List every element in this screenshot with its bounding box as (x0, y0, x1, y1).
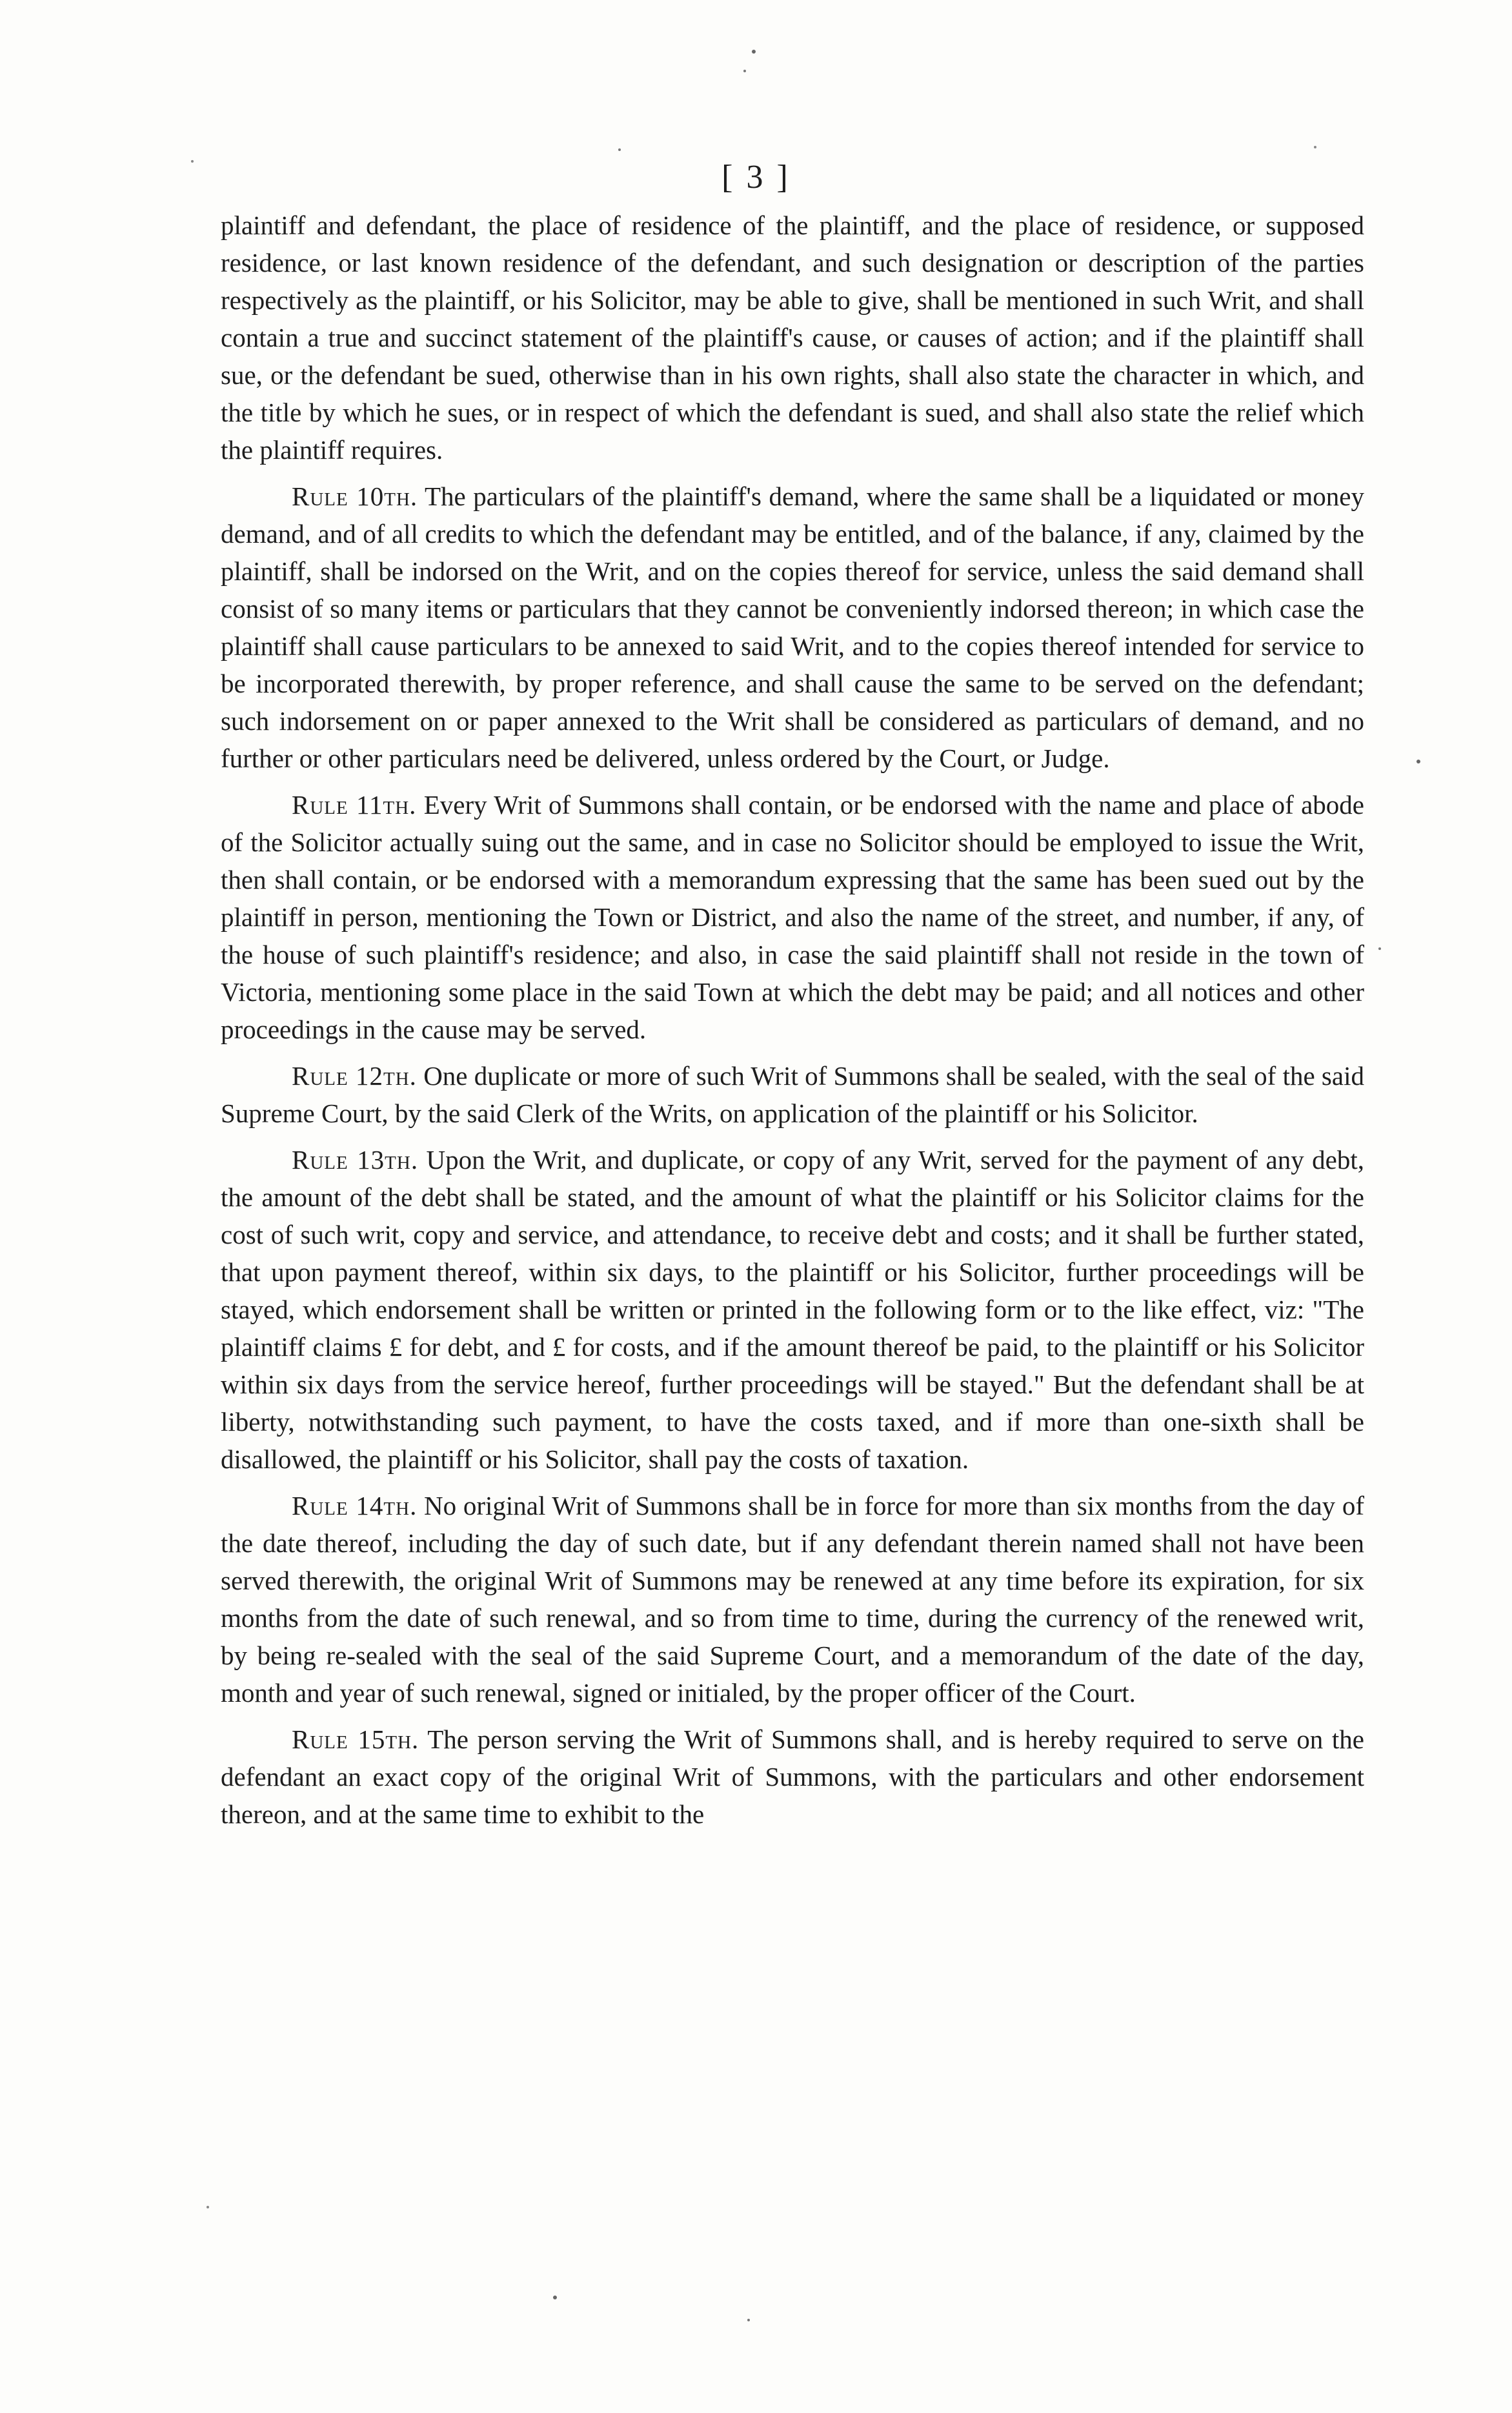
rule-heading: Rule 11th. (292, 790, 417, 820)
paragraph-text: The person serving the Writ of Summons shall, and is hereby required to serve on the defendant an exact copy of the original Writ of Summons, with the particulars and other endorsement thereon, and at the same time to exhibit to the (221, 1724, 1364, 1829)
paragraph-text: No original Writ of Summons shall be in force for more than six months from the day of the date thereof, including the day of such date, but if any defendant therein named shall not have been served therewith, the original Writ of Summons may be renewed at any time before its expiration, for six months from the date of such renewal, and so from time to time, during the currency of the renewed writ, by being re-sealed with the seal of the said Supreme Court, and a memorandum of the date of the day, month and year of such renewal, signed or initialed, by the proper officer of the Court. (221, 1491, 1364, 1708)
paragraph-text: One duplicate or more of such Writ of Summons shall be sealed, with the seal of the said Supreme Court, by the said Clerk of the Writs, on application of the plaintiff or his Solicitor. (221, 1061, 1364, 1128)
rule-heading: Rule 10th. (292, 481, 418, 511)
paragraph-text: Upon the Writ, and duplicate, or copy of any Writ, served for the payment of any debt, the amount of the debt shall be stated, and the amount of what the plaintiff or his Solicitor claims for the cost of such writ, copy and service, and attendance, to receive debt and costs; and it shall be further stated, that upon payment thereof, within six days, to the plaintiff or his Solicitor, further proceedings will be stayed, which endorsement shall be written or printed in the following form or to the like effect, viz: "The plaintiff claims £ for debt, and £ for costs, and if the amount thereof be paid, to the plaintiff or his Solicitor within six days from the service hereof, further proceedings will be stayed." But the defendant shall be at liberty, notwithstanding such payment, to have the costs taxed, and if more than one-sixth shall be disallowed, the plaintiff or his Solicitor, shall pay the costs of taxation. (221, 1145, 1364, 1474)
rule-10-paragraph (221, 478, 1364, 777)
paragraph-text: Every Writ of Summons shall contain, or be endorsed with the name and place of abode of the Solicitor actually suing out the same, and in case no Solicitor should be employed to issue the Writ, then shall contain, or be endorsed with a memorandum expressing that the same has been sued out by the plaintiff in person, mentioning the Town or District, and also the name of the street, and number, if any, of the house of such plaintiff's residence; and also, in case the said plaintiff shall not reside in the town of Victoria, mentioning some place in the said Town at which the debt may be paid; and all notices and other proceedings in the cause may be served. (221, 790, 1365, 1044)
rule-heading: Rule 15th. (292, 1724, 419, 1754)
rule-heading: Rule 13th. (292, 1145, 419, 1175)
rule-13-paragraph (221, 1141, 1364, 1478)
paragraph-text: plaintiff and defendant, the place of residence of the plaintiff, and the place of residence, or supposed residence, or last known residence of the defendant, and such designation or description of the parties respectively as the plaintiff, or his Solicitor, may be able to give, shall be mentioned in such Writ, and shall contain a true and succinct statement of the plaintiff's cause, or causes of action; and if the plaintiff shall sue, or the defendant be sued, otherwise than in his own rights, shall also state the character in which, and the title by which he sues, or in respect of which the defendant is sued, and shall also state the relief which the plaintiff requires. (221, 210, 1364, 465)
rule-14-paragraph (221, 1487, 1364, 1711)
body-text (221, 207, 1364, 1842)
rule-12-paragraph (221, 1057, 1364, 1132)
rule-11-paragraph (221, 786, 1364, 1048)
rule-15-paragraph (221, 1721, 1364, 1833)
paragraph-continuation (221, 207, 1364, 469)
rule-heading: Rule 12th. (292, 1061, 417, 1091)
rule-heading: Rule 14th. (292, 1491, 418, 1520)
paragraph-text: The particulars of the plaintiff's demand, where the same shall be a liquidated or money demand, and of all credits to which the defendant may be entitled, and of the balance, if any, claimed by the plaintiff, shall be indorsed on the Writ, and on the copies thereof for service, unless the said demand shall consist of so many items or particulars that they cannot be conveniently indorsed thereon; in which case the plaintiff shall cause particulars to be annexed to said Writ, and to the copies thereof intended for service to be incorporated therewith, by proper reference, and shall cause the same to be served on the defendant; such indorsement on or paper annexed to the Writ shall be considered as particulars of demand, and no further or other particulars need be delivered, unless ordered by the Court, or Judge. (221, 481, 1364, 773)
page-number: [ 3 ] (721, 159, 791, 196)
